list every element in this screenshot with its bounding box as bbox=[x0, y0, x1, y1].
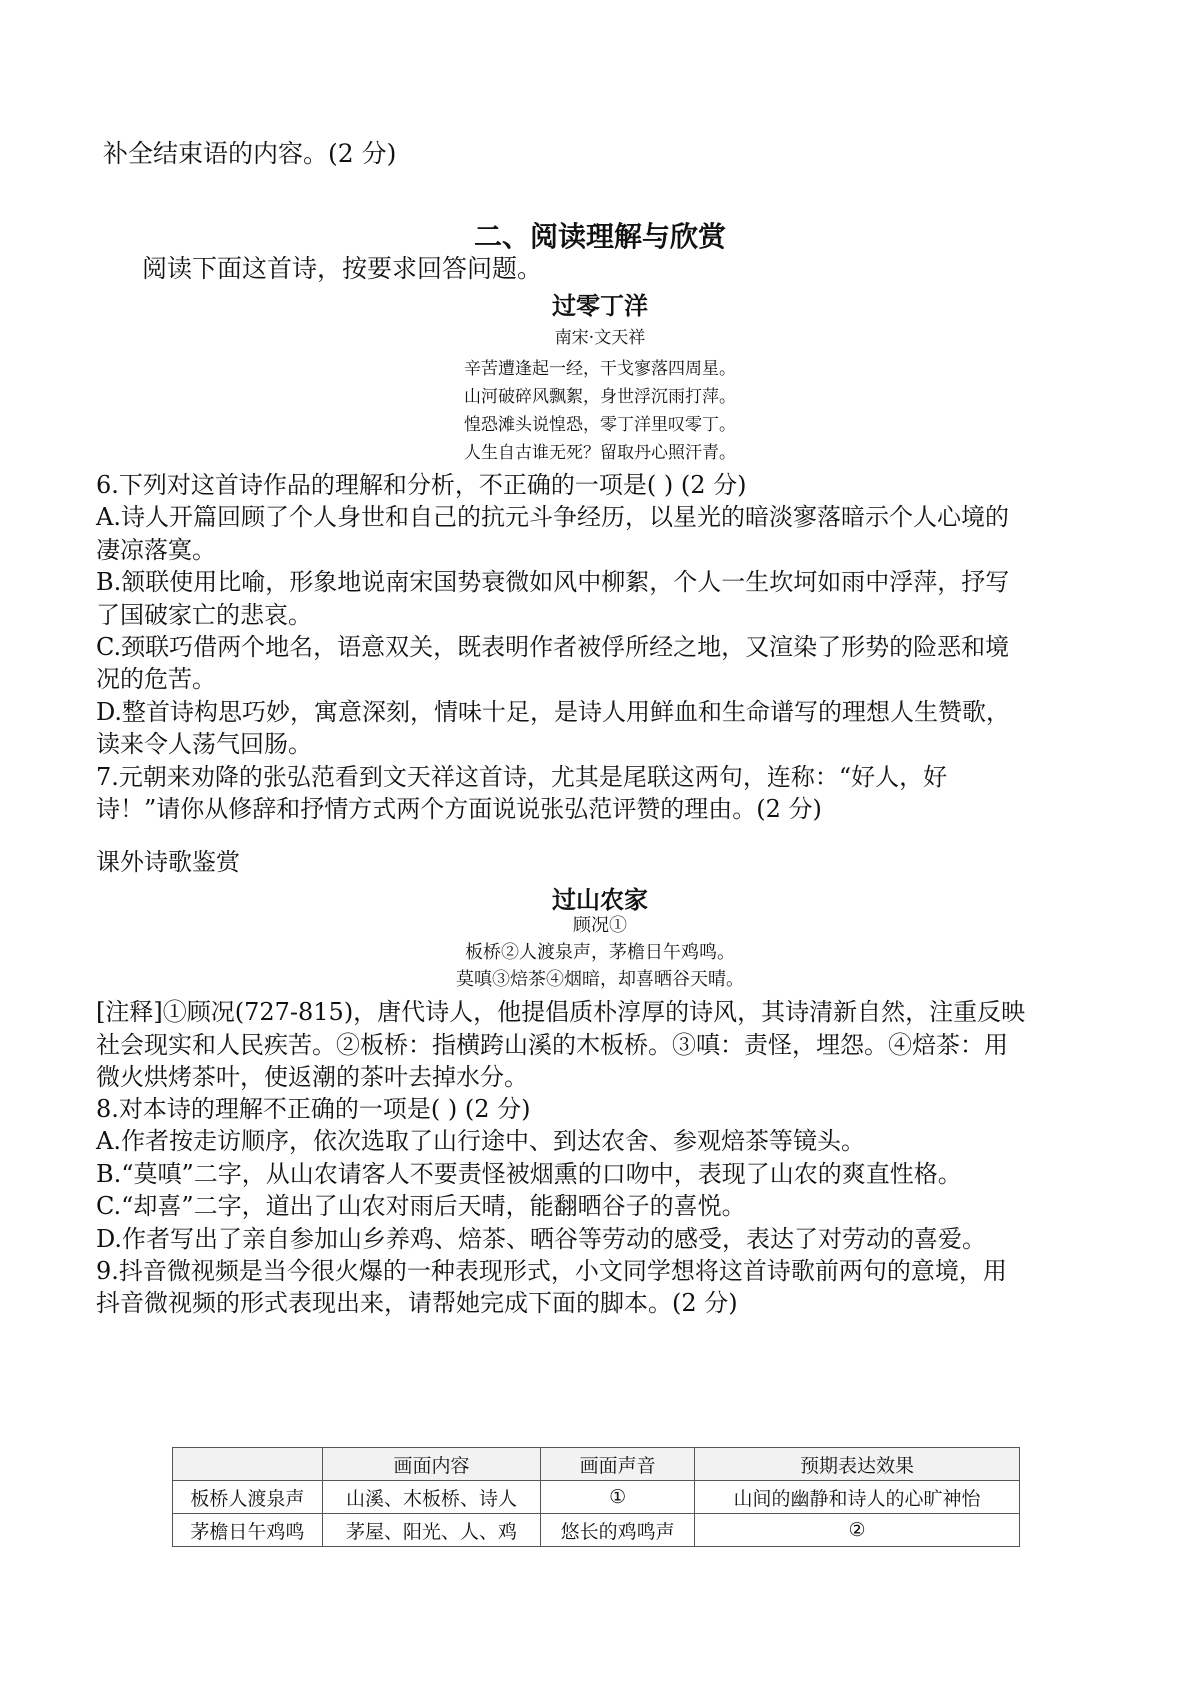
poem1-line: 惶恐滩头说惶恐，零丁洋里叹零丁。 bbox=[464, 415, 736, 435]
table-cell: ① bbox=[541, 1481, 695, 1514]
question-6-option-d: D.整首诗构思巧妙，寓意深刻，情味十足，是诗人用鲜血和生命谱写的理想人生赞歌， bbox=[96, 698, 1011, 726]
table-cell: 山溪、木板桥、诗人 bbox=[322, 1481, 540, 1514]
table-header-cell: 画面内容 bbox=[322, 1448, 540, 1481]
table-header-cell: 预期表达效果 bbox=[695, 1448, 1020, 1481]
table-header-cell: 画面声音 bbox=[541, 1448, 695, 1481]
table-cell: 茅檐日午鸡鸣 bbox=[173, 1514, 323, 1547]
section-intro: 阅读下面这首诗，按要求回答问题。 bbox=[142, 254, 543, 283]
question-9-stem: 9.抖音微视频是当今很火爆的一种表现形式，小文同学想将这首诗歌前两句的意境，用 bbox=[96, 1257, 1007, 1285]
question-9-stem-cont: 抖音微视频的形式表现出来，请帮她完成下面的脚本。(2 分) bbox=[96, 1289, 738, 1317]
table-cell: 山间的幽静和诗人的心旷神怡 bbox=[695, 1481, 1020, 1514]
table-row bbox=[173, 1481, 1020, 1514]
poem2-line: 板桥②人渡泉声，茅檐日午鸡鸣。 bbox=[465, 942, 735, 963]
question-6-stem: 6.下列对这首诗作品的理解和分析，不正确的一项是( ) (2 分) bbox=[96, 471, 747, 499]
question-8-stem: 8.对本诗的理解不正确的一项是( ) (2 分) bbox=[96, 1095, 531, 1123]
question-6-option-a-cont: 凄凉落寞。 bbox=[96, 536, 216, 564]
question-6-option-c: C.颈联巧借两个地名，语意双关，既表明作者被俘所经之地，又渲染了形势的险恶和境 bbox=[96, 633, 1010, 661]
question-8-option-c: C.“却喜”二字，道出了山农对雨后天晴，能翻晒谷子的喜悦。 bbox=[96, 1192, 746, 1220]
table-cell: 茅屋、阳光、人、鸡 bbox=[322, 1514, 540, 1547]
poem1-title: 过零丁洋 bbox=[552, 292, 648, 320]
poem1-line: 辛苦遭逢起一经，干戈寥落四周星。 bbox=[464, 359, 736, 379]
question-8-option-d: D.作者写出了亲自参加山乡养鸡、焙茶、晒谷等劳动的感受，表达了对劳动的喜爱。 bbox=[96, 1225, 987, 1253]
table-row bbox=[173, 1514, 1020, 1547]
question-6-option-b-cont: 了国破家亡的悲哀。 bbox=[96, 601, 312, 629]
previous-question-tail: 补全结束语的内容。(2 分) bbox=[103, 139, 397, 168]
table-cell: ② bbox=[695, 1514, 1020, 1547]
poem1-line: 人生自古谁无死？留取丹心照汗青。 bbox=[464, 443, 736, 463]
poem2-notes: [注释]①顾况(727-815)，唐代诗人，他提倡质朴淳厚的诗风，其诗清新自然，注重反映 bbox=[96, 998, 1026, 1026]
poem2-title: 过山农家 bbox=[552, 886, 648, 914]
question-8-option-a: A.作者按走访顺序，依次选取了山行途中、到达农舍、参观焙茶等镜头。 bbox=[96, 1127, 865, 1155]
question-7-stem-cont: 诗！”请你从修辞和抒情方式两个方面说说张弘范评赞的理由。(2 分) bbox=[96, 795, 822, 823]
poem2-notes-cont: 微火烘烤茶叶，使返潮的茶叶去掉水分。 bbox=[96, 1063, 528, 1091]
question-6-option-c-cont: 况的危苦。 bbox=[96, 665, 216, 693]
poem1-line: 山河破碎风飘絮，身世浮沉雨打萍。 bbox=[464, 387, 736, 407]
poem1-author: 南宋·文天祥 bbox=[554, 328, 646, 348]
question-6-option-a: A.诗人开篇回顾了个人身世和自己的抗元斗争经历，以星光的暗淡寥落暗示个人心境的 bbox=[96, 503, 1009, 531]
question-7-stem: 7.元朝来劝降的张弘范看到文天祥这首诗，尤其是尾联这两句，连称：“好人，好 bbox=[96, 763, 948, 791]
poem2-author: 顾况① bbox=[573, 915, 627, 936]
question-8-option-b: B.“莫嗔”二字，从山农请客人不要责怪被烟熏的口吻中，表现了山农的爽直性格。 bbox=[96, 1160, 962, 1188]
table-header-cell bbox=[173, 1448, 323, 1481]
table-cell: 板桥人渡泉声 bbox=[173, 1481, 323, 1514]
poem2-line: 莫嗔③焙茶④烟暗，却喜晒谷天晴。 bbox=[456, 969, 744, 990]
poem2-notes-cont: 社会现实和人民疾苦。②板桥：指横跨山溪的木板桥。③嗔：责怪，埋怨。④焙茶：用 bbox=[96, 1031, 1008, 1059]
question-6-option-b: B.颔联使用比喻，形象地说南宋国势衰微如风中柳絮，个人一生坎坷如雨中浮萍，抒写 bbox=[96, 568, 1010, 596]
question-6-option-d-cont: 读来令人荡气回肠。 bbox=[96, 730, 312, 758]
table-cell: 悠长的鸡鸣声 bbox=[541, 1514, 695, 1547]
table-header-row bbox=[173, 1448, 1020, 1481]
extra-reading-label: 课外诗歌鉴赏 bbox=[96, 848, 240, 876]
video-script-table bbox=[172, 1447, 1020, 1547]
section-title: 二、阅读理解与欣赏 bbox=[473, 220, 726, 253]
